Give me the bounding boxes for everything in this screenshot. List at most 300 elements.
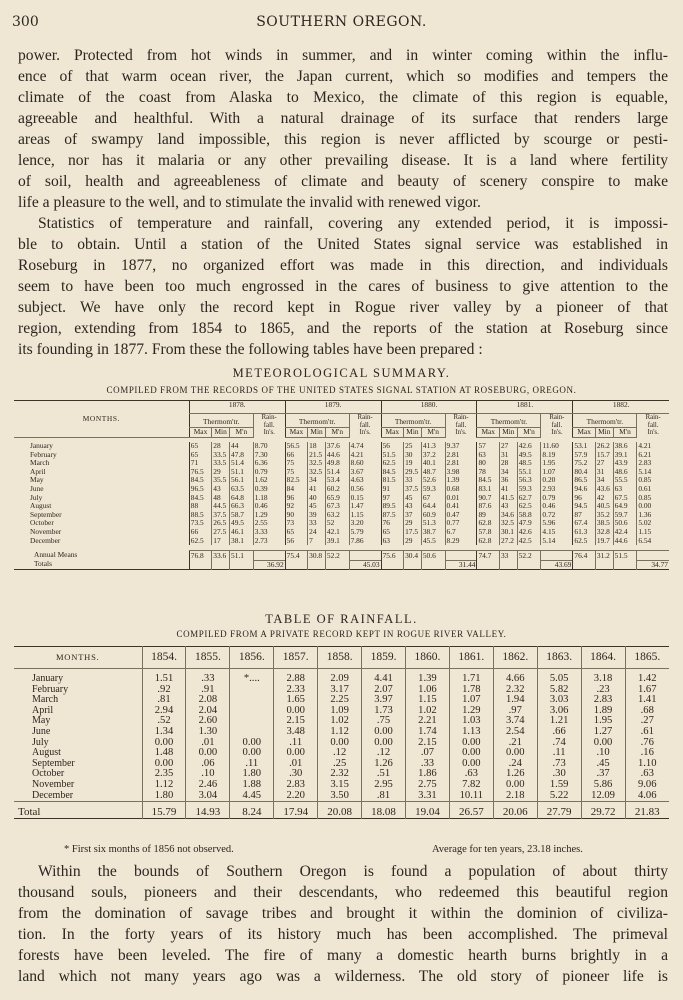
met-value-cell: 59.3	[517, 485, 541, 494]
met-value-cell: 26.5	[212, 519, 230, 528]
rain-value-cell: 2.32	[318, 769, 362, 780]
met-value-cell: 62.5	[381, 459, 404, 468]
met-value-cell: 42.1	[325, 528, 349, 537]
statistics-line: region, extending from 1854 to 1865, and the reports of the station at Roseburg since	[18, 320, 668, 337]
totals-blank	[517, 560, 541, 570]
closing-line: tion. In the forty years of its history much has been accomplished. The primeval	[18, 926, 668, 943]
rain-value-cell: 4.41	[362, 669, 406, 685]
met-value-cell: 91	[381, 485, 404, 494]
thermometer-sub-header: Max	[285, 428, 308, 438]
rain-value-cell: 1.02	[405, 706, 449, 717]
annual-rain-blank	[637, 550, 669, 560]
rain-total-cell: 21.83	[625, 802, 669, 819]
thermometer-sub-header: Min	[212, 428, 230, 438]
annual-mean-cell: 74.7	[477, 550, 500, 560]
rain-month-row	[14, 780, 669, 791]
rain-month-row	[14, 769, 669, 780]
met-value-cell: 1.07	[541, 468, 573, 477]
met-value-cell: 86.5	[573, 476, 596, 485]
annual-mean-cell: 30.4	[404, 550, 422, 560]
rain-year-header: 1861.	[449, 647, 493, 669]
rain-value-cell: 1.48	[142, 748, 186, 759]
met-value-cell: 31	[595, 468, 613, 477]
rain-value-cell: 3.18	[581, 669, 625, 685]
met-value-cell: 4.21	[349, 451, 381, 460]
met-value-cell: 62.5	[189, 537, 212, 546]
met-value-cell: 4.63	[349, 476, 381, 485]
met-value-cell: 57.8	[477, 528, 500, 537]
rain-value-cell: .12	[362, 748, 406, 759]
met-value-cell: 8.70	[253, 442, 285, 451]
intro-line: climate of the coast from Alaska to Mexico, the climate of this region is equable,	[18, 89, 668, 106]
rain-total-cell: 14.93	[186, 802, 230, 819]
rain-value-cell: 2.88	[274, 669, 318, 685]
met-value-cell: 53.1	[573, 442, 596, 451]
met-value-cell: 42	[595, 494, 613, 503]
met-value-cell: 96	[285, 494, 308, 503]
met-value-cell: 17.5	[404, 528, 422, 537]
rain-month-label: February	[32, 684, 69, 695]
met-value-cell: 52.6	[421, 476, 445, 485]
met-value-cell: 32.8	[595, 528, 613, 537]
rain-value-cell: .97	[493, 706, 537, 717]
meteorological-summary-table	[14, 400, 669, 570]
met-month-row	[14, 459, 669, 468]
annual-mean-cell: 33	[499, 550, 517, 560]
rain-value-cell: .92	[142, 685, 186, 696]
met-value-cell: 64.4	[421, 502, 445, 511]
rain-value-cell: .23	[581, 685, 625, 696]
rain-value-cell: .30	[274, 769, 318, 780]
rain-value-cell: .24	[493, 759, 537, 770]
thermometer-sub-header: Max	[573, 428, 596, 438]
met-value-cell: 24	[308, 528, 326, 537]
rain-month-row	[14, 759, 669, 770]
rain-value-cell: .12	[318, 748, 362, 759]
rain-month-label: January	[32, 673, 64, 684]
rain-value-cell: 1.29	[449, 706, 493, 717]
statistics-line: Roseburg in 1877, no organized effort was made in this direction, and individuals	[18, 257, 668, 274]
thermometer-sub-header: Max	[381, 428, 404, 438]
met-value-cell: 89	[477, 511, 500, 520]
met-value-cell: 2.81	[445, 451, 477, 460]
rain-value-cell: .16	[625, 748, 669, 759]
rain-month-label: September	[32, 758, 75, 769]
rainfall-total-cell: 45.03	[349, 560, 381, 570]
met-value-cell: 56.1	[230, 476, 254, 485]
rain-year-header: 1858.	[318, 647, 362, 669]
met-value-cell: 43.9	[613, 459, 637, 468]
met-value-cell: 89.5	[381, 502, 404, 511]
annual-mean-cell: 75.6	[381, 550, 404, 560]
rain-month-label: June	[32, 726, 51, 737]
rain-value-cell: 2.18	[493, 791, 537, 802]
rain-value-cell: 1.86	[405, 769, 449, 780]
met-value-cell: 6.54	[637, 537, 669, 546]
met-value-cell: 45.5	[421, 537, 445, 546]
closing-line: Within the bounds of Southern Oregon is found a population of about thirty	[38, 863, 668, 880]
met-value-cell: 63	[381, 537, 404, 546]
met-value-cell: 30	[404, 451, 422, 460]
thermometer-sub-header: Max	[477, 428, 500, 438]
met-month-row	[14, 494, 669, 503]
statistics-line: subject. We have only the record kept in Rogue river valley by a pioneer of that	[18, 299, 668, 316]
met-value-cell: 15.7	[595, 451, 613, 460]
rain-value-cell: 2.54	[493, 727, 537, 738]
rain-value-cell: 2.07	[362, 685, 406, 696]
met-value-cell: 67.3	[325, 502, 349, 511]
annual-mean-cell: 33.6	[212, 550, 230, 560]
met-value-cell: 7.86	[349, 537, 381, 546]
rainfall-header: Rain- fall. In's.	[541, 414, 573, 438]
thermometer-header: Thermom'tr.	[189, 414, 253, 428]
met-value-cell: 28	[212, 442, 230, 451]
rain-value-cell: 1.65	[274, 695, 318, 706]
met-value-cell: 62.7	[517, 494, 541, 503]
thermometer-header: Thermom'tr.	[477, 414, 541, 428]
rain-value-cell: .10	[186, 769, 230, 780]
met-value-cell: 59.3	[421, 485, 445, 494]
met-month-row	[14, 468, 669, 477]
rain-year-header: 1864.	[581, 647, 625, 669]
met-month-row	[14, 528, 669, 537]
met-value-cell: 32.5	[308, 468, 326, 477]
met-value-cell: 60.2	[325, 485, 349, 494]
met-value-cell: 18	[308, 442, 326, 451]
met-value-cell: 0.47	[445, 511, 477, 520]
rain-value-cell: 1.89	[581, 706, 625, 717]
annual-mean-cell: 52.2	[517, 550, 541, 560]
met-value-cell: 1.36	[637, 511, 669, 520]
met-month-label: December	[30, 536, 61, 545]
closing-line: thousand souls, pioneers and their descendants, who redeemed this beautiful region	[18, 884, 668, 901]
annual-rain-blank	[349, 550, 381, 560]
thermometer-sub-header: M'n	[613, 428, 637, 438]
met-value-cell: 78	[477, 468, 500, 477]
met-value-cell: 65.9	[325, 494, 349, 503]
met-value-cell: 1.15	[349, 511, 381, 520]
met-value-cell: 42.6	[517, 442, 541, 451]
met-value-cell: 62.5	[573, 537, 596, 546]
rain-value-cell: 1.71	[449, 669, 493, 685]
intro-line: power. Protected from hot winds in summer, and in winter coming within the influ-	[18, 47, 668, 64]
met-value-cell: 19	[404, 459, 422, 468]
closing-line: forests have been leveled. The fire of many a domestic hearth burns brightly in a	[18, 947, 668, 964]
met-value-cell: 65	[285, 528, 308, 537]
met-month-label: November	[30, 528, 62, 537]
rain-month-row	[14, 695, 669, 706]
rain-value-cell: 1.78	[449, 685, 493, 696]
rain-value-cell: 9.06	[625, 780, 669, 791]
annual-mean-cell: 76.4	[573, 550, 596, 560]
rain-value-cell	[230, 685, 274, 696]
met-value-cell: 3.20	[349, 519, 381, 528]
met-value-cell: 32.5	[308, 459, 326, 468]
rainfall-total-cell: 43.69	[541, 560, 573, 570]
totals-blank	[613, 560, 637, 570]
rain-value-cell: 2.21	[405, 716, 449, 727]
met-value-cell: 0.46	[253, 502, 285, 511]
met-value-cell: 90.7	[477, 494, 500, 503]
closing-line: from the domination of savage tribes and brought it within the dominion of civiliza-	[18, 905, 668, 922]
rain-value-cell: .33	[405, 759, 449, 770]
met-value-cell: 33.5	[212, 451, 230, 460]
rain-month-row	[14, 738, 669, 749]
met-month-row	[14, 476, 669, 485]
annual-mean-cell: 75.4	[285, 550, 308, 560]
rain-month-label: November	[32, 779, 75, 790]
met-value-cell: 56.5	[285, 442, 308, 451]
rain-value-cell: 0.00	[142, 759, 186, 770]
rain-value-cell: 4.66	[493, 669, 537, 685]
met-month-label: February	[30, 450, 57, 459]
page-number: 300	[12, 14, 39, 30]
met-value-cell: 73.5	[189, 519, 212, 528]
rain-month-label: August	[32, 748, 61, 759]
closing-line: land which not many years ago was a wilderness. The old story of pioneer life is	[18, 968, 668, 985]
met-value-cell: 48.6	[613, 468, 637, 477]
rain-month-row	[14, 791, 669, 802]
totals-blank	[381, 560, 404, 570]
met-table-title: METEOROLOGICAL SUMMARY.	[232, 366, 451, 380]
met-value-cell: 67.5	[613, 494, 637, 503]
met-value-cell: 46.1	[230, 528, 254, 537]
rain-value-cell: 1.94	[493, 695, 537, 706]
thermometer-sub-header: M'n	[517, 428, 541, 438]
rain-value-cell: 1.80	[230, 769, 274, 780]
rain-year-header: 1855.	[186, 647, 230, 669]
met-value-cell: 41.5	[499, 494, 517, 503]
rain-value-cell: 3.17	[318, 685, 362, 696]
rain-value-cell: 4.06	[625, 791, 669, 802]
paragraph-intro	[18, 45, 668, 213]
rain-value-cell: .27	[625, 716, 669, 727]
rainfall-total-cell: 31.44	[445, 560, 477, 570]
rain-year-header: 1862.	[493, 647, 537, 669]
annual-mean-cell: 52.2	[325, 550, 349, 560]
rain-value-cell: .66	[537, 727, 581, 738]
thermometer-sub-header: M'n	[421, 428, 445, 438]
rain-value-cell: 5.22	[537, 791, 581, 802]
rain-value-cell: .10	[581, 748, 625, 759]
met-month-row	[14, 451, 669, 460]
rain-value-cell: 1.27	[581, 727, 625, 738]
rain-value-cell: 2.25	[318, 695, 362, 706]
met-value-cell: 34	[595, 476, 613, 485]
rain-value-cell: 5.05	[537, 669, 581, 685]
met-value-cell: 1.47	[349, 502, 381, 511]
rain-value-cell: 4.45	[230, 791, 274, 802]
rain-value-cell: 1.26	[493, 769, 537, 780]
rain-total-row	[14, 802, 669, 819]
met-value-cell: 49.5	[517, 451, 541, 460]
rain-value-cell: .11	[274, 738, 318, 749]
rain-value-cell: 1.02	[318, 716, 362, 727]
met-value-cell: 48	[212, 494, 230, 503]
average-note: Average for ten years, 23.18 inches.	[432, 844, 583, 855]
met-value-cell: 63	[613, 485, 637, 494]
met-value-cell: 33	[308, 519, 326, 528]
rain-value-cell: .68	[625, 706, 669, 717]
intro-line: ence of that warm ocean river, the Japan current, which so modifies and tempers the	[18, 68, 668, 85]
page-header	[12, 14, 671, 36]
rain-year-header: 1857.	[274, 647, 318, 669]
met-value-cell: 34.6	[499, 511, 517, 520]
rain-value-cell: 3.74	[493, 716, 537, 727]
rain-value-cell: 7.82	[449, 780, 493, 791]
rain-value-cell: 2.83	[274, 780, 318, 791]
met-value-cell: 31	[499, 451, 517, 460]
met-value-cell: 1.15	[637, 528, 669, 537]
met-value-cell: 19.7	[595, 537, 613, 546]
met-value-cell: 43.6	[595, 485, 613, 494]
book-page	[12, 0, 671, 1000]
met-value-cell: 57	[477, 442, 500, 451]
met-value-cell: 0.77	[445, 519, 477, 528]
met-value-cell: 84.5	[189, 476, 212, 485]
rain-value-cell: 3.04	[186, 791, 230, 802]
met-value-cell: 75	[285, 459, 308, 468]
rain-value-cell	[230, 727, 274, 738]
met-month-label: October	[30, 519, 54, 528]
rain-value-cell: .76	[625, 738, 669, 749]
met-value-cell: 62.8	[477, 537, 500, 546]
rain-value-cell: 3.06	[537, 706, 581, 717]
totals-blank	[595, 560, 613, 570]
rain-value-cell: 0.00	[493, 748, 537, 759]
rain-value-cell: 2.08	[186, 695, 230, 706]
rain-month-label: July	[32, 737, 49, 748]
met-value-cell: 88	[189, 502, 212, 511]
rain-value-cell: .74	[537, 738, 581, 749]
met-value-cell: 41	[499, 485, 517, 494]
rain-value-cell: 0.00	[274, 706, 318, 717]
rain-month-row	[14, 685, 669, 696]
met-value-cell: 55.5	[613, 476, 637, 485]
annual-rain-blank	[253, 550, 285, 560]
rain-value-cell: .81	[362, 791, 406, 802]
rain-value-cell: 2.20	[274, 791, 318, 802]
rain-value-cell: 1.67	[625, 685, 669, 696]
rain-total-cell: 20.06	[493, 802, 537, 819]
rain-value-cell: .37	[581, 769, 625, 780]
met-value-cell: 7	[308, 537, 326, 546]
met-value-cell: 43	[499, 502, 517, 511]
met-value-cell: 48.7	[421, 468, 445, 477]
rain-value-cell: 1.12	[142, 780, 186, 791]
met-value-cell: 43	[212, 485, 230, 494]
rain-months-header: MONTHS.	[14, 647, 142, 669]
rainfall-total-cell: 34.77	[637, 560, 669, 570]
rain-value-cell: 2.75	[405, 780, 449, 791]
met-value-cell: 39.1	[613, 451, 637, 460]
met-value-cell: 27.2	[499, 537, 517, 546]
met-year-header: 1879.	[285, 401, 381, 414]
running-title: SOUTHERN OREGON.	[256, 14, 427, 30]
rain-year-header: 1865.	[625, 647, 669, 669]
met-value-cell: 96	[573, 494, 596, 503]
met-annual-row	[14, 550, 669, 560]
met-value-cell: 36	[499, 476, 517, 485]
met-value-cell: 29	[404, 537, 422, 546]
rain-value-cell: 1.10	[625, 759, 669, 770]
met-value-cell: 34	[308, 476, 326, 485]
met-value-cell: 87	[573, 511, 596, 520]
rain-value-cell: 0.00	[318, 738, 362, 749]
totals-blank	[477, 560, 500, 570]
rain-value-cell: 3.03	[537, 695, 581, 706]
met-value-cell: 1.39	[445, 476, 477, 485]
met-value-cell: 66.3	[230, 502, 254, 511]
met-value-cell: 38.6	[613, 442, 637, 451]
met-value-cell: 29	[212, 468, 230, 477]
intro-line: lence, nor has it malaria or any other prevailing disease. It is a land where fertility	[18, 152, 668, 169]
rain-total-cell: 26.57	[449, 802, 493, 819]
rain-value-cell: 1.59	[537, 780, 581, 791]
met-month-label: August	[30, 502, 52, 511]
rain-month-row	[14, 669, 669, 685]
rainfall-header: Rain- fall. In's.	[445, 414, 477, 438]
met-value-cell: 96.5	[189, 485, 212, 494]
met-value-cell: 32.5	[499, 519, 517, 528]
rain-header-row	[14, 647, 669, 669]
intro-line: life a pleasure to the well, and to stimulate the invalid with renewed vigor.	[18, 194, 481, 211]
met-value-cell: 53.4	[325, 476, 349, 485]
met-value-cell: 38.7	[421, 528, 445, 537]
rain-month-label: October	[32, 769, 65, 780]
rain-value-cell: .51	[362, 769, 406, 780]
met-value-cell: 80.4	[573, 468, 596, 477]
met-value-cell: 60.9	[421, 511, 445, 520]
rainfall-total-cell: 36.92	[253, 560, 285, 570]
rain-year-header: 1859.	[362, 647, 406, 669]
met-value-cell: 37.5	[404, 485, 422, 494]
met-month-label: May	[30, 476, 44, 485]
met-value-cell: 5.79	[349, 528, 381, 537]
met-value-cell: 0.39	[253, 485, 285, 494]
met-value-cell: 57.9	[573, 451, 596, 460]
met-value-cell: 43	[404, 502, 422, 511]
met-value-cell: 82.5	[285, 476, 308, 485]
annual-rain-blank	[445, 550, 477, 560]
met-value-cell: 49.8	[325, 459, 349, 468]
rain-value-cell: .81	[142, 695, 186, 706]
met-value-cell: 33	[404, 476, 422, 485]
met-value-cell: 0.20	[541, 476, 573, 485]
rain-total-label: Total	[14, 802, 142, 819]
met-value-cell: 58.7	[230, 511, 254, 520]
met-value-cell: 34	[499, 468, 517, 477]
met-value-cell: 56.3	[517, 476, 541, 485]
met-value-cell: 41.3	[421, 442, 445, 451]
thermometer-sub-header: Min	[404, 428, 422, 438]
statistics-line: seem to have been too much engrossed in the cares of business to give attention to the	[18, 278, 668, 295]
totals-blank	[325, 560, 349, 570]
rain-year-header: 1854.	[142, 647, 186, 669]
met-value-cell: 47.8	[230, 451, 254, 460]
met-value-cell: 26.2	[595, 442, 613, 451]
met-value-cell: 37.6	[325, 442, 349, 451]
met-month-row	[14, 442, 669, 451]
rain-value-cell: 1.03	[449, 716, 493, 727]
met-value-cell: 84	[285, 485, 308, 494]
met-value-cell: 52	[325, 519, 349, 528]
annual-mean-cell: 31.2	[595, 550, 613, 560]
rain-value-cell: 2.60	[186, 716, 230, 727]
rain-value-cell: 12.09	[581, 791, 625, 802]
met-value-cell: 65	[189, 442, 212, 451]
met-month-row	[14, 511, 669, 520]
